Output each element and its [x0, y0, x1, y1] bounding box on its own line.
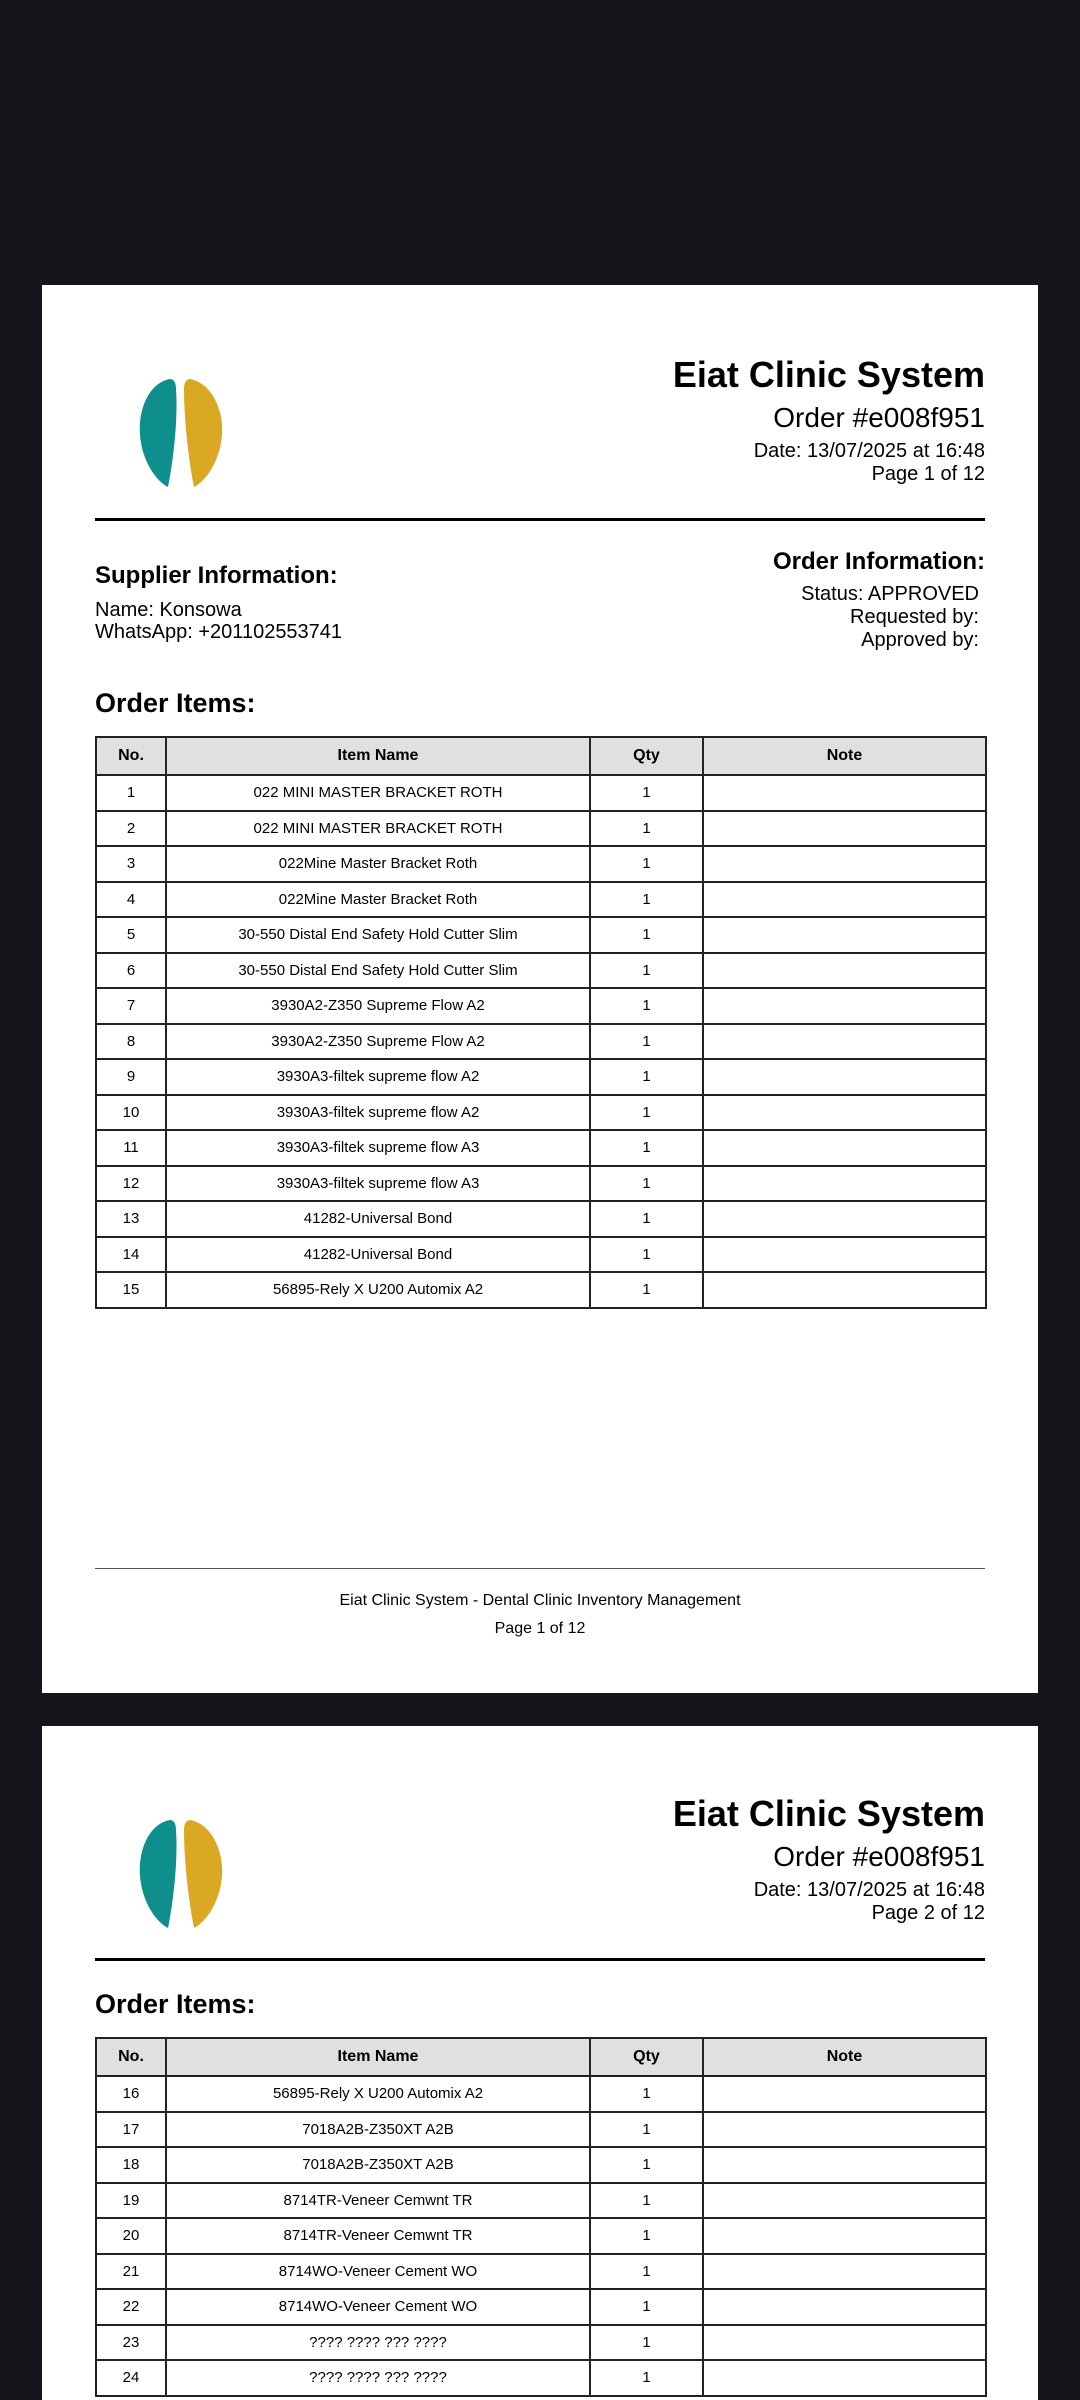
document-header: [385, 1793, 985, 1925]
cell-item-name: 3930A2-Z350 Supreme Flow A2: [166, 1024, 590, 1060]
cell-no: 22: [96, 2289, 166, 2325]
cell-no: 16: [96, 2076, 166, 2112]
order-items-title: Order Items:: [95, 1989, 256, 2019]
cell-qty: 1: [590, 2112, 703, 2148]
table-row: [96, 846, 986, 882]
table-row: [96, 882, 986, 918]
cell-item-name: 8714TR-Veneer Cemwnt TR: [166, 2183, 590, 2219]
cell-item-name: 30-550 Distal End Safety Hold Cutter Slim: [166, 953, 590, 989]
cell-qty: 1: [590, 1130, 703, 1166]
cell-note: [703, 1130, 986, 1166]
header-qty: Qty: [590, 2038, 703, 2076]
cell-item-name: 7018A2B-Z350XT A2B: [166, 2112, 590, 2148]
table-row: [96, 1130, 986, 1166]
supplier-whatsapp: WhatsApp: +201102553741: [95, 621, 343, 643]
cell-item-name: 022Mine Master Bracket Roth: [166, 846, 590, 882]
cell-item-name: 8714WO-Veneer Cement WO: [166, 2254, 590, 2290]
cell-qty: 1: [590, 953, 703, 989]
cell-qty: 1: [590, 2360, 703, 2396]
cell-qty: 1: [590, 1059, 703, 1095]
cell-item-name: 41282-Universal Bond: [166, 1237, 590, 1273]
table-header-row: [96, 737, 986, 775]
document-page-1: [42, 285, 1038, 1693]
cell-qty: 1: [590, 2325, 703, 2361]
table-row: [96, 2218, 986, 2254]
order-date: Date: 13/07/2025 at 16:48: [753, 1879, 985, 1901]
order-information: [773, 547, 985, 652]
cell-qty: 1: [590, 2289, 703, 2325]
cell-note: [703, 1166, 986, 1202]
table-row: [96, 917, 986, 953]
cell-no: 3: [96, 846, 166, 882]
cell-item-name: 3930A3-filtek supreme flow A3: [166, 1130, 590, 1166]
order-items-table: [95, 736, 987, 1309]
cell-item-name: 3930A3-filtek supreme flow A3: [166, 1166, 590, 1202]
cell-no: 12: [96, 1166, 166, 1202]
cell-note: [703, 2254, 986, 2290]
cell-item-name: 022Mine Master Bracket Roth: [166, 882, 590, 918]
cell-no: 24: [96, 2360, 166, 2396]
cell-qty: 1: [590, 988, 703, 1024]
supplier-information: [95, 561, 342, 643]
cell-item-name: 41282-Universal Bond: [166, 1201, 590, 1237]
cell-no: 9: [96, 1059, 166, 1095]
order-number: Order #e008f951: [773, 402, 985, 433]
cell-no: 19: [96, 2183, 166, 2219]
order-items-title: Order Items:: [95, 688, 256, 718]
table-row: [96, 775, 986, 811]
cell-note: [703, 775, 986, 811]
cell-no: 17: [96, 2112, 166, 2148]
cell-note: [703, 1059, 986, 1095]
cell-qty: 1: [590, 917, 703, 953]
table-row: [96, 1201, 986, 1237]
cell-qty: 1: [590, 2076, 703, 2112]
cell-item-name: 3930A3-filtek supreme flow A2: [166, 1059, 590, 1095]
cell-item-name: 8714WO-Veneer Cement WO: [166, 2289, 590, 2325]
table-row: [96, 2076, 986, 2112]
cell-no: 6: [96, 953, 166, 989]
cell-no: 20: [96, 2218, 166, 2254]
footer-divider: [95, 1568, 985, 1569]
cell-no: 1: [96, 775, 166, 811]
cell-item-name: 7018A2B-Z350XT A2B: [166, 2147, 590, 2183]
table-row: [96, 811, 986, 847]
cell-qty: 1: [590, 1237, 703, 1273]
cell-no: 5: [96, 917, 166, 953]
cell-note: [703, 1272, 986, 1308]
table-row: [96, 953, 986, 989]
cell-item-name: ???? ???? ??? ????: [166, 2325, 590, 2361]
header-no: No.: [96, 737, 166, 775]
cell-qty: 1: [590, 2147, 703, 2183]
order-info-title: Order Information:: [772, 548, 985, 575]
cell-qty: 1: [590, 2218, 703, 2254]
cell-item-name: 56895-Rely X U200 Automix A2: [166, 2076, 590, 2112]
cell-note: [703, 2112, 986, 2148]
cell-note: [703, 2183, 986, 2219]
cell-note: [703, 1201, 986, 1237]
footer-text: Eiat Clinic System - Dental Clinic Inventory Management: [339, 1592, 741, 1609]
header-qty: Qty: [590, 737, 703, 775]
cell-item-name: ???? ???? ??? ????: [166, 2360, 590, 2396]
cell-note: [703, 1095, 986, 1131]
cell-no: 8: [96, 1024, 166, 1060]
cell-note: [703, 2076, 986, 2112]
cell-no: 4: [96, 882, 166, 918]
order-date: Date: 13/07/2025 at 16:48: [753, 440, 985, 462]
header-divider: [95, 518, 985, 521]
requested-by: Requested by:: [850, 606, 979, 628]
order-items-table: [95, 2037, 987, 2397]
table-row: [96, 2325, 986, 2361]
cell-item-name: 30-550 Distal End Safety Hold Cutter Slim: [166, 917, 590, 953]
cell-no: 10: [96, 1095, 166, 1131]
table-row: [96, 1024, 986, 1060]
table-row: [96, 1272, 986, 1308]
order-number: Order #e008f951: [773, 1841, 985, 1872]
table-row: [96, 1059, 986, 1095]
table-row: [96, 1166, 986, 1202]
header-divider: [95, 1958, 985, 1961]
cell-no: 13: [96, 1201, 166, 1237]
cell-note: [703, 917, 986, 953]
cell-no: 11: [96, 1130, 166, 1166]
cell-qty: 1: [590, 775, 703, 811]
supplier-title: Supplier Information:: [95, 562, 338, 589]
cell-item-name: 022 MINI MASTER BRACKET ROTH: [166, 775, 590, 811]
footer-page-indicator: Page 1 of 12: [494, 1620, 586, 1637]
clinic-logo-icon: [134, 377, 226, 489]
cell-no: 7: [96, 988, 166, 1024]
header-no: No.: [96, 2038, 166, 2076]
cell-note: [703, 882, 986, 918]
cell-note: [703, 1024, 986, 1060]
cell-no: 23: [96, 2325, 166, 2361]
cell-qty: 1: [590, 1095, 703, 1131]
table-row: [96, 1237, 986, 1273]
table-header-row: [96, 2038, 986, 2076]
system-name: Eiat Clinic System: [672, 354, 985, 395]
cell-note: [703, 988, 986, 1024]
header-item-name: Item Name: [166, 2038, 590, 2076]
cell-note: [703, 2360, 986, 2396]
system-name: Eiat Clinic System: [672, 1793, 985, 1834]
cell-note: [703, 2218, 986, 2254]
cell-qty: 1: [590, 1272, 703, 1308]
cell-qty: 1: [590, 811, 703, 847]
table-row: [96, 2254, 986, 2290]
cell-note: [703, 1237, 986, 1273]
table-row: [96, 1095, 986, 1131]
table-row: [96, 2112, 986, 2148]
cell-note: [703, 846, 986, 882]
cell-item-name: 8714TR-Veneer Cemwnt TR: [166, 2218, 590, 2254]
cell-no: 21: [96, 2254, 166, 2290]
cell-note: [703, 953, 986, 989]
cell-no: 15: [96, 1272, 166, 1308]
table-row: [96, 988, 986, 1024]
cell-item-name: 022 MINI MASTER BRACKET ROTH: [166, 811, 590, 847]
cell-note: [703, 811, 986, 847]
cell-note: [703, 2289, 986, 2325]
cell-item-name: 3930A3-filtek supreme flow A2: [166, 1095, 590, 1131]
cell-qty: 1: [590, 846, 703, 882]
header-note: Note: [703, 737, 986, 775]
document-header: [385, 354, 985, 486]
cell-qty: 1: [590, 1024, 703, 1060]
cell-no: 2: [96, 811, 166, 847]
page-indicator: Page 2 of 12: [871, 1902, 985, 1924]
page-indicator: Page 1 of 12: [871, 463, 985, 485]
document-page-2: [42, 1726, 1038, 2400]
supplier-name: Name: Konsowa: [95, 599, 242, 621]
cell-qty: 1: [590, 2254, 703, 2290]
cell-no: 14: [96, 1237, 166, 1273]
clinic-logo-icon: [134, 1818, 226, 1930]
table-row: [96, 2360, 986, 2396]
cell-qty: 1: [590, 882, 703, 918]
cell-no: 18: [96, 2147, 166, 2183]
cell-item-name: 3930A2-Z350 Supreme Flow A2: [166, 988, 590, 1024]
cell-note: [703, 2147, 986, 2183]
header-item-name: Item Name: [166, 737, 590, 775]
cell-item-name: 56895-Rely X U200 Automix A2: [166, 1272, 590, 1308]
table-row: [96, 2183, 986, 2219]
order-status: Status: APPROVED: [801, 583, 979, 605]
cell-qty: 1: [590, 2183, 703, 2219]
approved-by: Approved by:: [861, 629, 979, 651]
cell-note: [703, 2325, 986, 2361]
cell-qty: 1: [590, 1201, 703, 1237]
table-row: [96, 2147, 986, 2183]
cell-qty: 1: [590, 1166, 703, 1202]
table-row: [96, 2289, 986, 2325]
header-note: Note: [703, 2038, 986, 2076]
